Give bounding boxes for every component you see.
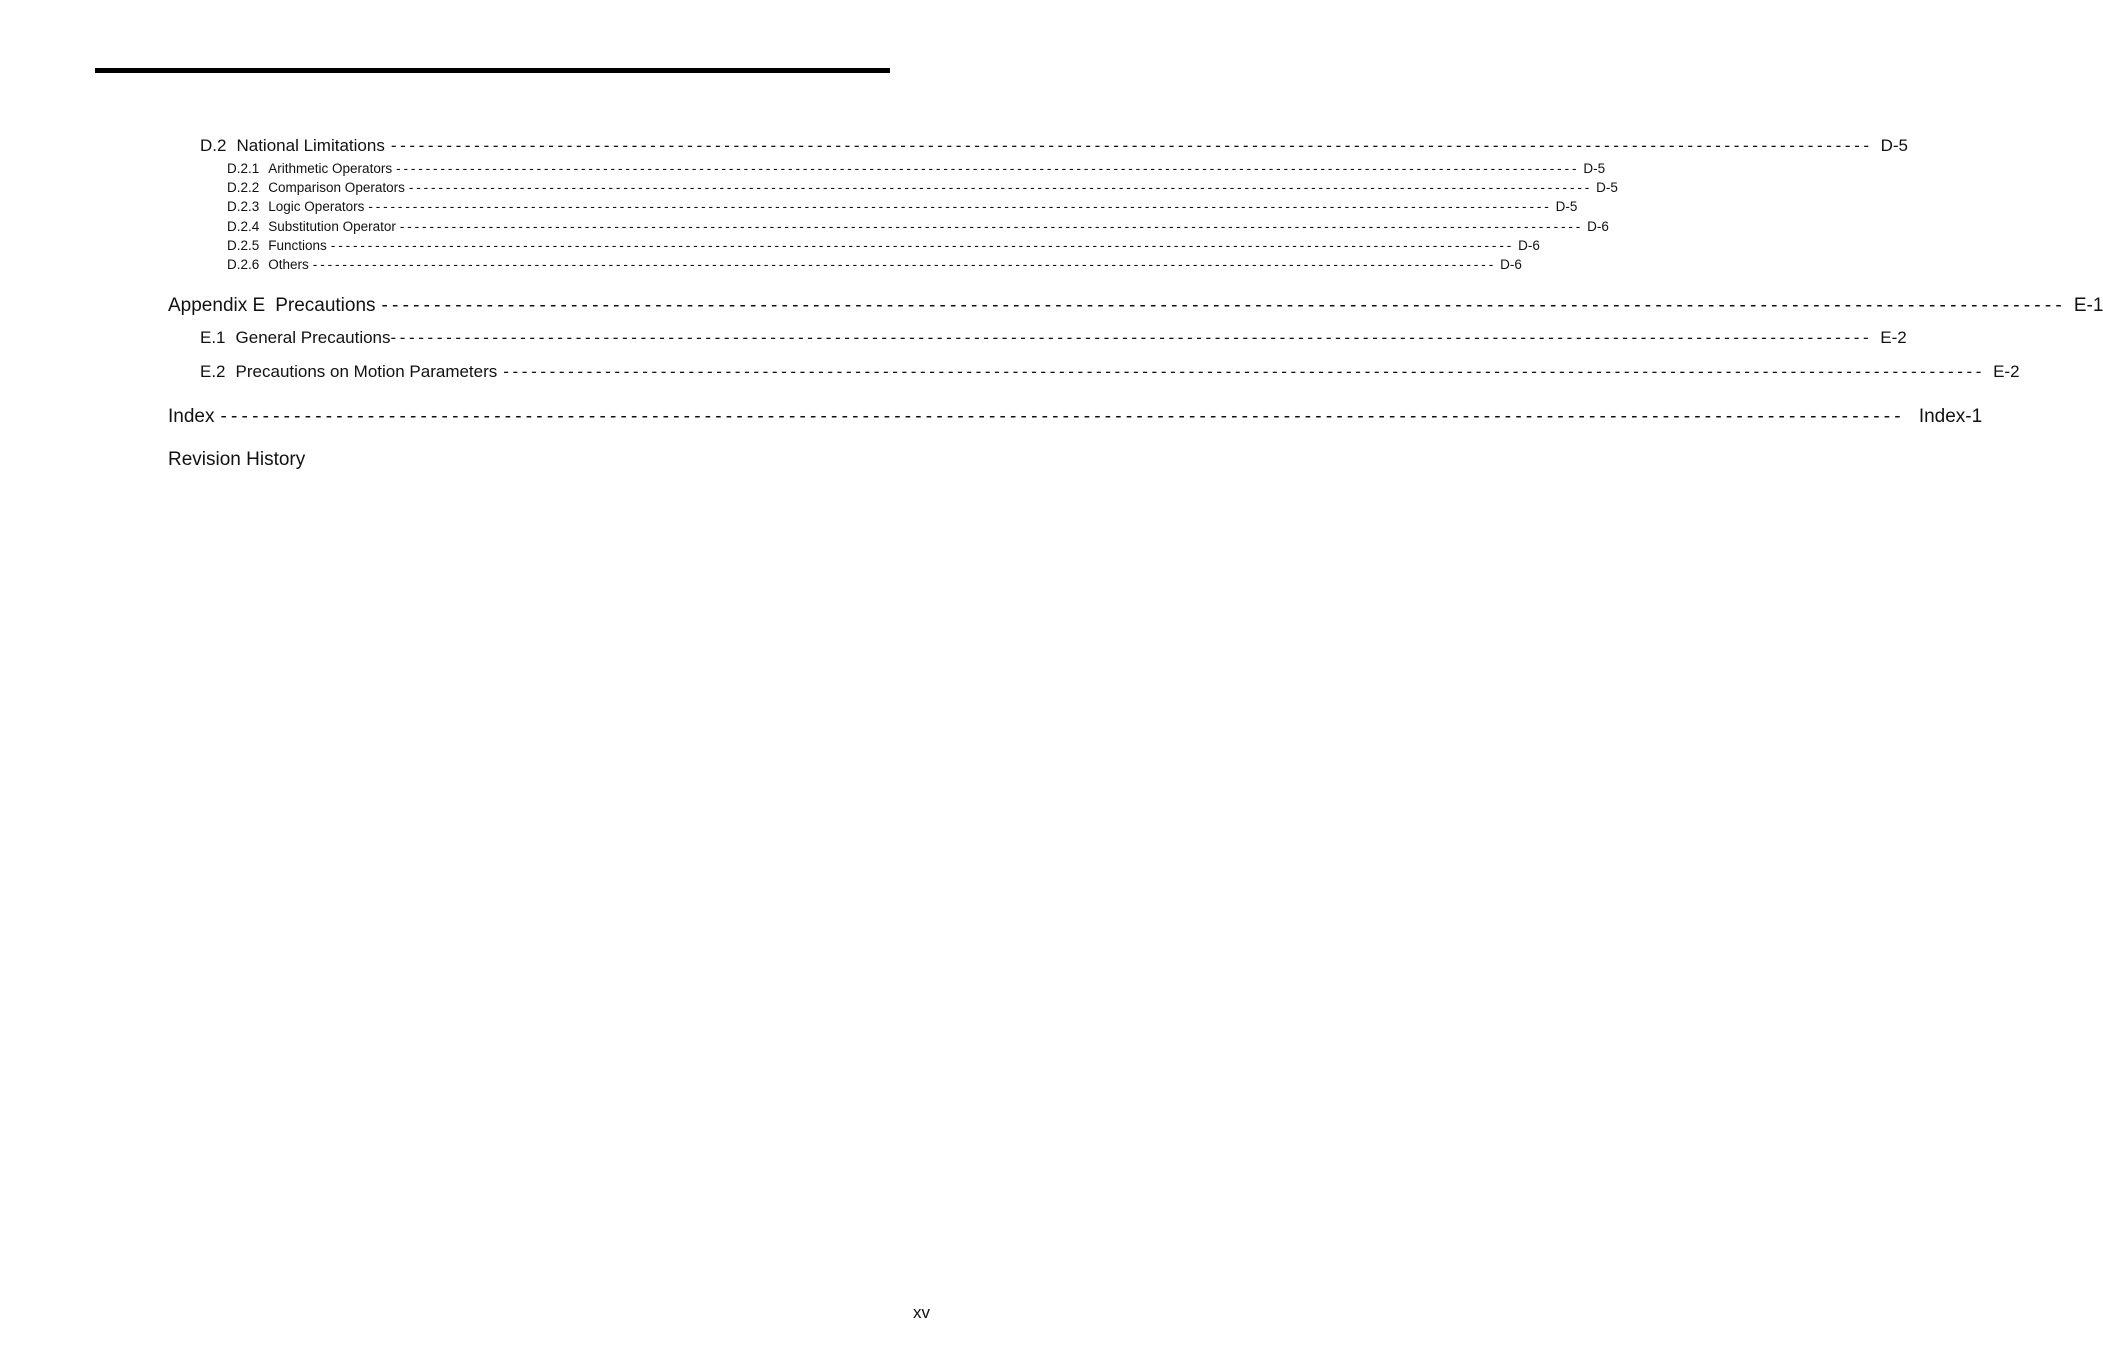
- dot-leader: ----------------------------------------------------------------------------------------------------------------------------------------------------------------: [396, 161, 1580, 176]
- toc-entry-number: E.2: [200, 362, 226, 381]
- toc-entry-page: D-6: [1500, 257, 1522, 272]
- dot-leader: ----------------------------------------------------------------------------------------------------------------------------------------------------------------: [220, 406, 1905, 427]
- toc-entry-number: D.2.4: [227, 219, 260, 234]
- toc-entry-d2-6[interactable]: [227, 257, 1522, 272]
- toc-entry-number: E.1: [200, 328, 226, 347]
- toc-entry-d2-4[interactable]: [227, 219, 1609, 234]
- toc-entry-title: Precautions: [275, 295, 376, 316]
- dot-leader: ----------------------------------------------------------------------------------------------------------------------------------------------------------------: [330, 238, 1515, 253]
- dot-leader: ----------------------------------------------------------------------------------------------------------------------------------------------------------------: [368, 199, 1552, 214]
- toc-entry-title: General Precautions: [235, 328, 391, 347]
- toc-entry-d2-2[interactable]: [227, 180, 1618, 195]
- toc-entry-label: [227, 220, 400, 234]
- toc-entry-page: D-5: [1596, 180, 1618, 195]
- toc-entry-label: [227, 162, 396, 176]
- toc-entry-label: [227, 200, 368, 214]
- toc-entry-e2[interactable]: [200, 362, 2020, 381]
- toc-entry-label: [227, 181, 409, 195]
- toc-entry-page: D-5: [1583, 161, 1606, 176]
- page-number: xv: [913, 1303, 930, 1322]
- toc-entry-label: [200, 137, 391, 154]
- dot-leader: ----------------------------------------------------------------------------------------------------------------------------------------------------------------: [312, 257, 1497, 272]
- toc-entry-title: Comparison Operators: [268, 180, 405, 195]
- toc-entry-label: [200, 363, 503, 380]
- toc-entry-page: D-5: [1880, 136, 1909, 155]
- toc-entry-title: Functions: [268, 238, 327, 253]
- toc-entry-page: E-1: [2073, 295, 2103, 316]
- dot-leader: ----------------------------------------------------------------------------------------------------------------------------------------------------------------: [381, 295, 2066, 316]
- toc-entry-label: [227, 258, 313, 272]
- toc-entry-page: D-6: [1518, 238, 1540, 253]
- toc-entry-revision-history[interactable]: Revision History: [168, 449, 306, 470]
- toc-entry-appendix-e[interactable]: [168, 295, 2103, 316]
- toc-entry-d2-3[interactable]: [227, 199, 1578, 214]
- toc-entry-page: Index-1: [1918, 406, 1983, 427]
- toc-entry-label: [168, 296, 382, 315]
- toc-entry-label: [227, 239, 331, 253]
- dot-leader: ----------------------------------------------------------------------------------------------------------------------------------------------------------------: [408, 180, 1593, 195]
- dot-leader: ----------------------------------------------------------------------------------------------------------------------------------------------------------------: [503, 362, 1986, 381]
- toc-entry-title: National Limitations: [236, 136, 385, 155]
- toc-entry-title: Index: [168, 406, 215, 427]
- toc-entry-e1[interactable]: [200, 328, 1907, 347]
- dot-leader: ----------------------------------------------------------------------------------------------------------------------------------------------------------------: [390, 328, 1873, 347]
- header-rule: [95, 68, 890, 73]
- toc-entry-page: D-5: [1555, 199, 1578, 214]
- toc-entry-number: D.2.6: [227, 257, 260, 272]
- dot-leader: ----------------------------------------------------------------------------------------------------------------------------------------------------------------: [390, 136, 1873, 155]
- toc-entry-number: D.2.3: [227, 199, 260, 214]
- toc-entry-number: D.2.2: [227, 180, 260, 195]
- toc-entry-title: Logic Operators: [268, 199, 365, 214]
- dot-leader: ----------------------------------------------------------------------------------------------------------------------------------------------------------------: [399, 219, 1584, 234]
- toc-entry-number: D.2.5: [227, 238, 260, 253]
- toc-entry-page: D-6: [1587, 219, 1609, 234]
- toc-entry-page: E-2: [1993, 362, 2020, 381]
- toc-entry-title: Others: [268, 257, 309, 272]
- toc-entry-number: D.2.1: [227, 161, 260, 176]
- toc-entry-d2-5[interactable]: [227, 238, 1540, 253]
- toc-entry-title: Substitution Operator: [268, 219, 396, 234]
- toc-entry-title: Precautions on Motion Parameters: [235, 362, 498, 381]
- toc-entry-page: E-2: [1880, 328, 1907, 347]
- toc-entry-d2-1[interactable]: [227, 161, 1606, 176]
- toc-entry-label: [200, 329, 391, 346]
- toc-entry-d2[interactable]: [200, 136, 1909, 155]
- toc-entry-index[interactable]: [168, 406, 1983, 427]
- toc-entry-number: D.2: [200, 136, 227, 155]
- toc-entry-title: Arithmetic Operators: [268, 161, 393, 176]
- toc-entry-number: Appendix E: [168, 295, 266, 316]
